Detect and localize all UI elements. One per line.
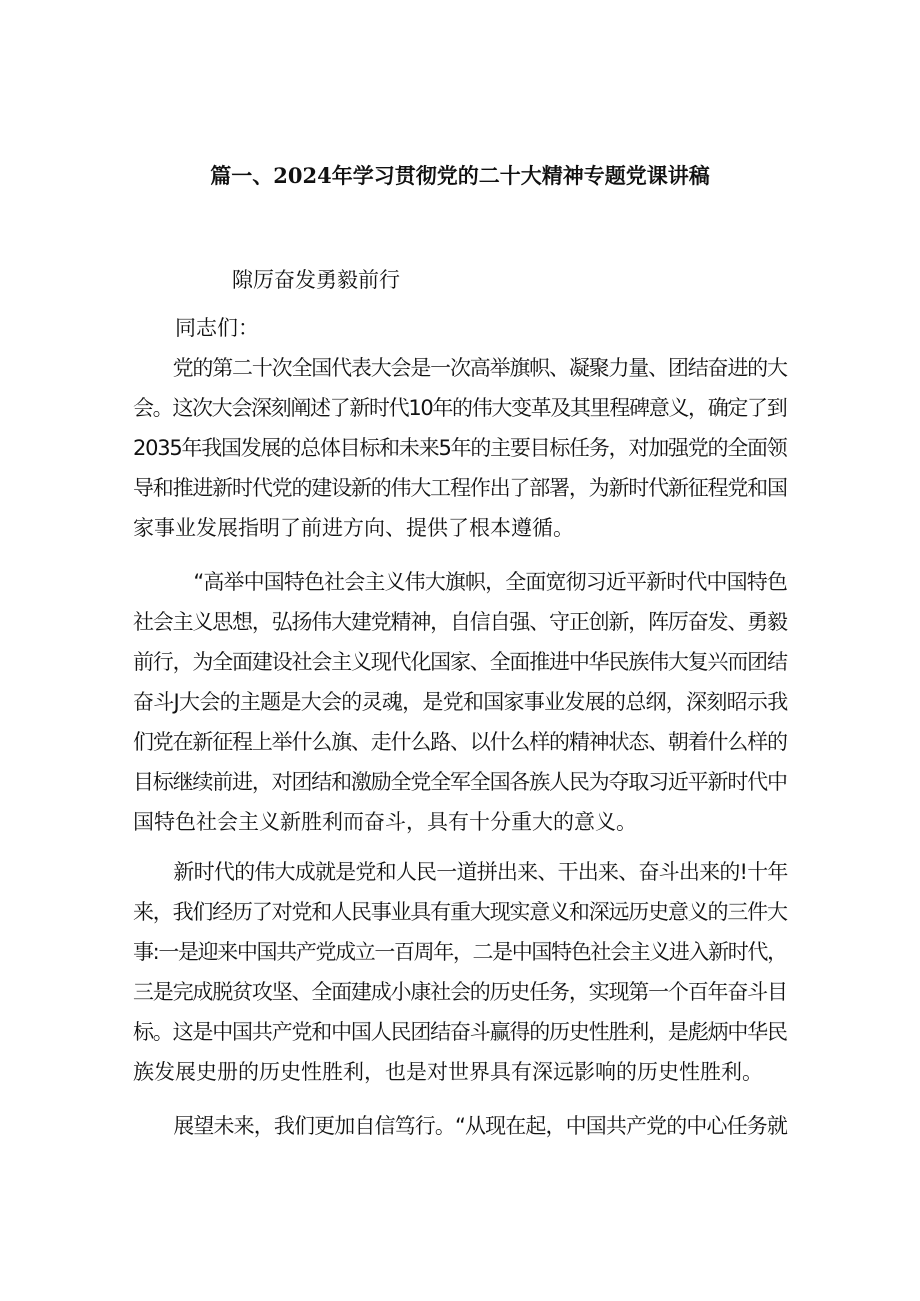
document-subtitle: 隙厉奋发勇毅前行 (232, 268, 400, 292)
text-line: 展望未来，我们更加自信笃行。“从现在起，中国共产党的中心任务就 (133, 1114, 788, 1138)
text-line: 事:一是迎来中国共产党成立一百周年，二是中国特色社会主义进入新时代， (133, 940, 787, 964)
text-line: 党的第二十次全国代表大会是一次高举旗帜、凝聚力量、团结奋进的大 (133, 356, 787, 380)
text-line: 奋斗J大会的主题是大会的灵魂，是党和国家事业发展的总纲，深刻昭示我 (133, 690, 788, 714)
text-line: 2035年我国发展的总体目标和未来5年的主要目标任务，对加强党的全面领 (133, 436, 787, 460)
document-title: 篇一、2024年学习贯彻党的二十大精神专题党课讲稿 (210, 163, 710, 188)
text-line: 标。这是中国共产党和中国人民团结奋斗赢得的历史性胜利，是彪炳中华民 (133, 1020, 787, 1044)
text-line: 会。这次大会深刻阐述了新时代10年的伟大变革及其里程碑意义，确定了到 (133, 396, 787, 420)
text-line: 导和推进新时代党的建设新的伟大工程作出了部署，为新时代新征程党和国 (133, 476, 787, 500)
text-line: 同志们： (133, 316, 259, 340)
text-line: 家事业发展指明了前进方向、提供了根本遵循。 (133, 516, 574, 540)
text-line: 国特色社会主义新胜利而奋斗，具有十分重大的意义。 (133, 810, 637, 834)
text-line: “高举中国特色社会主义伟大旗帜，全面宽彻习近平新时代中国特色 (133, 570, 788, 594)
text-line: 来，我们经历了对党和人民事业具有重大现实意义和深远历史意义的三件大 (133, 900, 787, 924)
text-line: 们党在新征程上举什么旗、走什么路、以什么样的精神状态、朝着什么样的 (133, 730, 787, 754)
text-line: 前行，为全面建设社会主义现代化国家、全面推进中华民族伟大复兴而团结 (133, 650, 787, 674)
text-line: 社会主义思想，弘扬伟大建党精神，自信自强、守正创新，阵厉奋发、勇毅 (133, 610, 787, 634)
text-line: 族发展史册的历史性胜利，也是对世界具有深远影响的历史性胜利。 (133, 1060, 763, 1084)
text-line: 三是完成脱贫攻坚、全面建成小康社会的历史任务，实现第一个百年奋斗目 (133, 980, 787, 1004)
text-line: 新时代的伟大成就是党和人民一道拼出来、干出来、奋斗出来的!十年 (133, 860, 788, 884)
text-line: 目标继续前进，对团结和激励全党全军全国各族人民为夺取习近平新时代中 (133, 770, 787, 794)
